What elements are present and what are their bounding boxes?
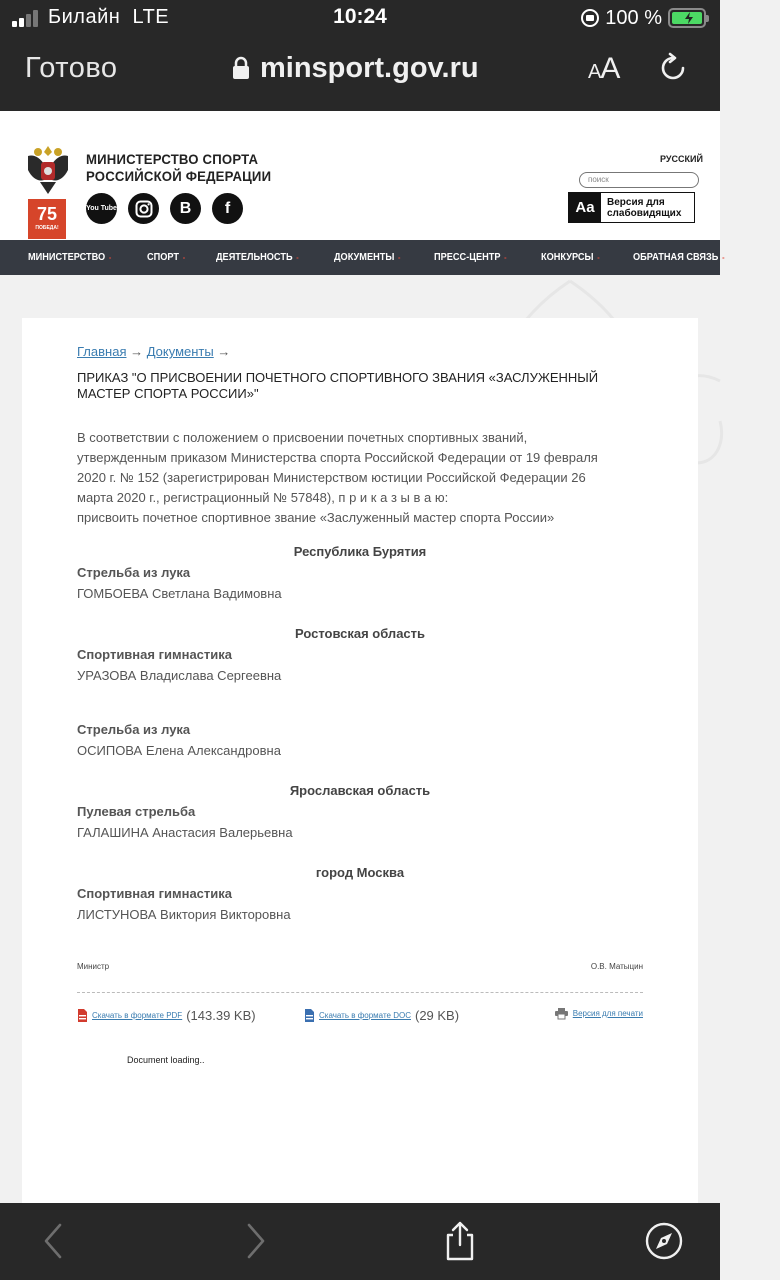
browser-toolbar [0, 1203, 720, 1280]
sport-discipline: Спортивная гимнастика [77, 886, 233, 901]
victory-75-logo[interactable] [28, 199, 66, 239]
region-heading: Ростовская область [294, 626, 426, 641]
region-heading: Республика Бурятия [293, 544, 427, 559]
instagram-icon[interactable] [128, 193, 159, 224]
pdf-file-icon [77, 1009, 88, 1022]
battery-percent: 100 % [605, 6, 662, 29]
loading-status: Document loading.. [127, 1055, 205, 1065]
breadcrumb-home-link[interactable]: Главная [77, 344, 127, 359]
nav-label: МИНИСТЕРСТВО [28, 252, 106, 263]
document-preamble [77, 428, 643, 528]
youtube-icon[interactable]: You Tube [86, 193, 117, 224]
chevron-down-icon: - [296, 253, 299, 262]
low-vision-line1: Версия для [607, 196, 665, 208]
ministry-name[interactable] [86, 151, 271, 185]
preamble-line: В соответствии с положением о присвоении почетных спортивных званий, [77, 430, 528, 445]
doc-file-icon [304, 1009, 315, 1022]
web-page [0, 111, 725, 1203]
download-pdf-link[interactable]: Скачать в формате PDF [92, 1011, 183, 1020]
status-time: 10:24 [333, 5, 387, 28]
signature-name: О.В. Матыцин [590, 962, 643, 971]
chevron-down-icon: - [597, 253, 600, 262]
lock-icon [232, 56, 250, 80]
signature-title: Министр [77, 962, 110, 971]
search-input[interactable]: поиск [579, 172, 699, 188]
breadcrumb-separator: → [126, 344, 147, 359]
pdf-file-size: (143.39 KB) [186, 1008, 256, 1023]
nav-label: КОНКУРСЫ [541, 252, 594, 263]
print-version-link[interactable]: Версия для печати [572, 1009, 643, 1018]
breadcrumb [77, 344, 230, 359]
done-button[interactable]: Готово [25, 52, 118, 84]
chevron-down-icon: - [722, 253, 725, 262]
status-bar [0, 0, 720, 38]
preamble-line: присвоить почетное спортивное звание «Заслуженный мастер спорта России» [77, 510, 555, 525]
preamble-line: марта 2020 г., регистрационный № 57848), п р и к а з ы в а ю: [77, 490, 449, 505]
sport-discipline: Стрельба из лука [77, 722, 191, 737]
nav-item-ministry[interactable] [28, 252, 111, 263]
reload-icon[interactable] [657, 52, 689, 84]
victory-caption: ПОБЕДА! [35, 225, 59, 231]
download-doc [304, 1008, 459, 1023]
main-nav [0, 240, 725, 275]
back-icon[interactable] [33, 1221, 73, 1261]
printer-icon [555, 1008, 568, 1019]
language-switch[interactable]: РУССКИЙ [660, 154, 703, 164]
athlete-name: ГАЛАШИНА Анастасия Валерьевна [77, 825, 293, 840]
victory-number: 75 [36, 204, 58, 224]
region-heading: город Москва [315, 865, 405, 880]
content-card [22, 318, 698, 1218]
athlete-name: ГОМБОЕВА Светлана Вадимовна [77, 586, 282, 601]
low-vision-badge: Aa [569, 192, 601, 223]
low-vision-label [601, 197, 681, 219]
region-heading: Ярославская область [289, 783, 431, 798]
low-vision-button[interactable] [568, 192, 695, 223]
browser-address-bar [0, 38, 720, 111]
doc-file-size: (29 KB) [414, 1008, 460, 1023]
ministry-name-line1: МИНИСТЕРСТВО СПОРТА [86, 151, 259, 167]
preamble-line: 2020 г. № 152 (зарегистрирован Министерством юстиции Российской Федерации 26 [77, 470, 586, 485]
download-doc-link[interactable]: Скачать в формате DOC [319, 1011, 411, 1020]
chevron-down-icon: - [504, 253, 507, 262]
chevron-down-icon: - [182, 253, 185, 262]
preamble-line: утвержденным приказом Министерства спорта Российской Федерации от 19 февраля [77, 450, 598, 465]
athlete-name: ОСИПОВА Елена Александровна [77, 743, 281, 758]
status-right [581, 5, 706, 31]
coat-of-arms-logo[interactable] [22, 140, 74, 198]
site-header [0, 111, 720, 240]
battery-icon [668, 8, 706, 28]
social-links [86, 193, 243, 224]
print-version [555, 1008, 643, 1019]
url-text: minsport.gov.ru [260, 51, 479, 84]
nav-label: СПОРТ [146, 252, 179, 263]
carrier-name: Билайн [48, 6, 121, 28]
nav-item-documents[interactable] [334, 252, 400, 263]
facebook-icon[interactable]: f [212, 193, 243, 224]
nav-item-press-center[interactable] [434, 252, 507, 263]
sport-discipline: Стрельба из лука [77, 565, 191, 580]
breadcrumb-tail: → [213, 344, 231, 359]
nav-item-feedback[interactable] [633, 252, 725, 263]
compass-icon[interactable] [644, 1221, 684, 1261]
athlete-name: УРАЗОВА Владислава Сергеевна [77, 668, 282, 683]
vk-icon[interactable]: B [170, 193, 201, 224]
nav-item-sport[interactable] [147, 252, 185, 263]
share-icon[interactable] [440, 1221, 480, 1261]
nav-label: ДЕЯТЕЛЬНОСТЬ [216, 252, 293, 263]
sport-discipline: Спортивная гимнастика [77, 647, 233, 662]
orientation-lock-icon [581, 9, 599, 27]
text-size-button[interactable] [588, 52, 619, 86]
chevron-down-icon: - [398, 253, 401, 262]
url-field[interactable] [232, 51, 479, 85]
sport-discipline: Пулевая стрельба [77, 804, 196, 819]
ministry-name-line2: РОССИЙСКОЙ ФЕДЕРАЦИИ [86, 168, 272, 184]
chevron-down-icon: - [108, 253, 112, 262]
nav-label: ОБРАТНАЯ СВЯЗЬ [633, 252, 719, 263]
forward-icon[interactable] [236, 1221, 276, 1261]
low-vision-line2: слабовидящих [607, 207, 682, 219]
divider [77, 992, 643, 993]
athlete-name: ЛИСТУНОВА Виктория Викторовна [77, 907, 291, 922]
breadcrumb-documents-link[interactable]: Документы [146, 344, 214, 359]
nav-label: ДОКУМЕНТЫ [334, 252, 395, 263]
text-size-large: A [600, 52, 620, 85]
network-type: LTE [132, 6, 170, 28]
nav-label: ПРЕСС-ЦЕНТР [434, 252, 501, 263]
nav-item-activity[interactable] [216, 252, 299, 263]
nav-item-contests[interactable] [541, 252, 600, 263]
page-title: ПРИКАЗ "О ПРИСВОЕНИИ ПОЧЕТНОГО СПОРТИВНОГО ЗВАНИЯ «ЗАСЛУЖЕННЫЙ МАСТЕР СПОРТА РОССИИ»" [77, 370, 599, 401]
text-size-small: A [588, 61, 601, 83]
download-pdf [77, 1008, 256, 1023]
